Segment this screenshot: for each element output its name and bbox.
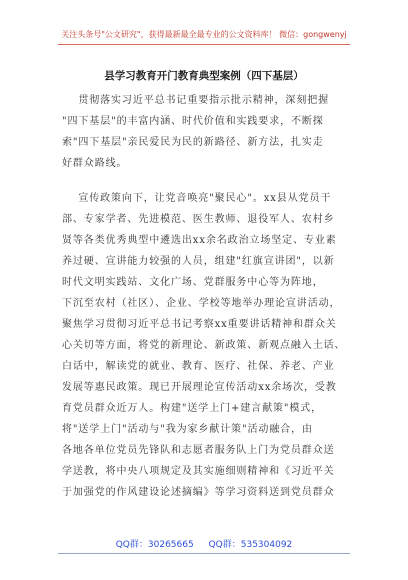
qq-group-2: QQ群：535304092 xyxy=(208,540,293,550)
body-line: 聚焦学习贯彻习近平总书记考察xx重要讲话精神和群众关 xyxy=(62,319,337,330)
body-line: 贯彻落实习近平总书记重要指示批示精神，深刻把握 xyxy=(62,95,330,106)
body-line: 于加强党的作风建设论述摘编》等学习资料送到党员群众 xyxy=(62,487,335,498)
body-line: 育党员群众近万人。构建"送学上门+建言献策"模式， xyxy=(62,403,323,414)
footer-divider xyxy=(58,553,350,554)
body-line: "四下基层"的丰富内涵、时代价值和实践要求，不断探 xyxy=(62,116,324,127)
body-line: 宣传政策向下，让党音唤亮"聚民心"。xx县从党员干 xyxy=(62,193,332,204)
body-line: 将"送学上门"活动与"我为家乡献计策"活动融合，由 xyxy=(62,424,313,435)
document-title: 县学习教育开门教育典型案例（四下基层） xyxy=(104,70,304,82)
body-line: 白话中，解读党的就业、教育、医疗、社保、养老、产业 xyxy=(62,361,335,372)
body-line: 时代文明实践站、文化广场、党群服务中心等为阵地， xyxy=(62,277,324,288)
body-line: 部、专家学者、先进模范、医生教师、退役军人、农村乡 xyxy=(62,214,335,225)
body-line: 贤等各类优秀典型中遴选出xx余名政治立场坚定、专业素 xyxy=(62,235,337,246)
body-line: 心关切等方面，将党的新理论、新政策、新观点融入土话、 xyxy=(62,340,346,351)
qq-group-1: QQ群：30265665 xyxy=(115,540,194,550)
body-line: 发展等惠民政策。现已开展理论宣传活动xx余场次，受教 xyxy=(62,382,337,393)
body-line: 各地各单位党员先锋队和志愿者服务队上门为党员群众送 xyxy=(62,445,335,456)
body-line: 好群众路线。 xyxy=(62,158,128,169)
footer-qq-groups xyxy=(0,537,408,550)
body-line: 学送教，将中央八项规定及其实施细则精神和《习近平关 xyxy=(62,466,335,477)
body-line: 养过硬、宣讲能力较强的人员，组建"红旗宣讲团"，以新 xyxy=(62,256,335,267)
header-banner: 关注头条号"公文研究"，获得最新最全最专业的公文资料库！ 微信：gongwenyj xyxy=(61,30,347,39)
header-divider xyxy=(58,44,350,45)
body-line: 索"四下基层"亲民爱民为民的新路径、新方法，扎实走 xyxy=(62,137,324,148)
body-line: 下沉至农村（社区）、企业、学校等地举办理论宣讲活动， xyxy=(62,298,341,309)
